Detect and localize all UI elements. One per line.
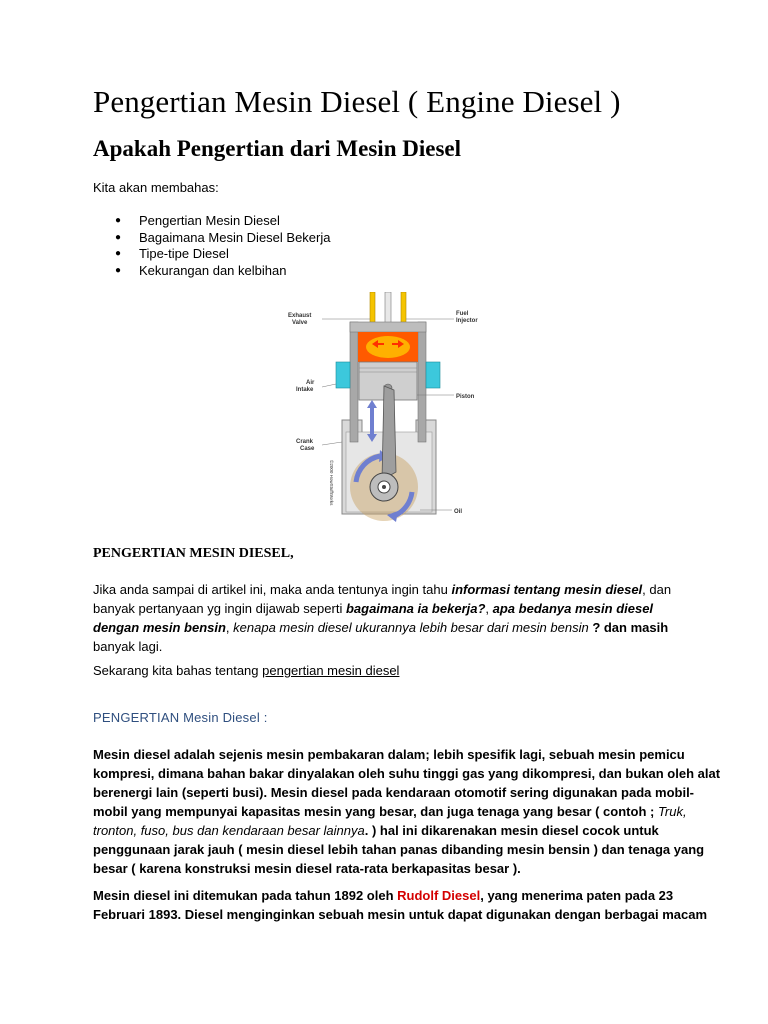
- injector: [385, 292, 391, 326]
- copyright-notice: ©2000 HowStuffWorks: [329, 460, 334, 506]
- paragraph-history: Mesin diesel ini ditemukan pada tahun 1892 oleh Rudolf Diesel, yang menerima paten pada 23 Februari 1893. Diesel menginginkan sebuah mesin untuk dapat digunakan dengan berbagai macam: [93, 888, 708, 922]
- bullet-icon: ●: [115, 231, 122, 243]
- air-intake-right: [426, 362, 440, 388]
- label-crank: Crank: [296, 439, 314, 445]
- list-item: ● Bagaimana Mesin Diesel Bekerja: [115, 229, 331, 245]
- label-air: Air: [306, 380, 315, 386]
- rudolf-diesel-link[interactable]: Rudolf Diesel: [397, 888, 481, 903]
- label-exhaust: Exhaust: [288, 313, 312, 319]
- stroke-arrow: [367, 400, 377, 442]
- label-injector: Injector: [456, 318, 478, 324]
- bullet-icon: ●: [115, 264, 122, 276]
- diesel-engine-diagram: [284, 292, 484, 524]
- pengertian-link[interactable]: pengertian mesin diesel: [262, 663, 400, 678]
- combustion-core: [366, 336, 410, 358]
- paragraph-intro: Jika anda sampai di artikel ini, maka anda tentunya ingin tahu informasi tentang mesin diesel, dan banyak pertanyaan yg ingin dijawab seperti bagaimana ia bekerja?, apa bedanya mesin diesel dengan mesin bensin, kenapa mesin diesel ukurannya lebih besar dari mesin bensin ? dan masih banyak lagi.: [93, 582, 672, 654]
- label-intake: Intake: [296, 387, 314, 393]
- label-case: Case: [300, 446, 315, 452]
- cylinder-wall-left: [350, 322, 358, 442]
- label-piston: Piston: [456, 394, 475, 400]
- cylinder-head: [350, 322, 426, 332]
- bullet-icon: ●: [115, 248, 122, 259]
- list-item: ● Kekurangan dan kelbihan: [115, 262, 287, 278]
- connecting-rod: [382, 386, 396, 480]
- list-item: ● Tipe-tipe Diesel: [115, 246, 229, 261]
- page-title: Pengertian Mesin Diesel ( Engine Diesel ): [93, 84, 621, 119]
- section-heading: PENGERTIAN MESIN DIESEL,: [93, 546, 294, 561]
- topic-list: [93, 213, 330, 279]
- list-item: ● Pengertian Mesin Diesel: [115, 213, 280, 228]
- air-intake-left: [336, 362, 350, 388]
- label-oil: Oil: [454, 509, 463, 515]
- page-subtitle: Apakah Pengertian dari Mesin Diesel: [93, 136, 461, 161]
- sub-heading: PENGERTIAN Mesin Diesel :: [93, 710, 268, 725]
- intro-text: Kita akan membahas:: [93, 180, 219, 195]
- paragraph-transition: Sekarang kita bahas tentang pengertian mesin diesel: [93, 663, 400, 678]
- cylinder-wall-right: [418, 322, 426, 442]
- label-valve: Valve: [292, 320, 308, 326]
- paragraph-definition: Mesin diesel adalah sejenis mesin pembakaran dalam; lebih spesifik lagi, sebuah mesin pemicu kompresi, dimana bahan bakar dinyalakan oleh suhu tinggi gas yang dikompresi, dan bukan oleh alat berenergi lain (seperti busi). Mesin diesel pada kendaraan otomotif sering digunakan pada mobil- mobil yang mempunyai kapasitas mesin yang besar, dan juga tenaga yang besar ( contoh ; Truk, tronton, fuso, bus dan kendaraan besar lainnya. ) hal ini dikarenakan mesin diesel cocok untuk penggunaan jarak jauh ( mesin diesel lebih tahan panas dibanding mesin bensin ) dan tenaga yang besar ( karena konstruksi mesin diesel rata-rata berkapasitas besar ).: [93, 747, 721, 876]
- bullet-icon: ●: [115, 215, 122, 226]
- label-fuel: Fuel: [456, 311, 469, 317]
